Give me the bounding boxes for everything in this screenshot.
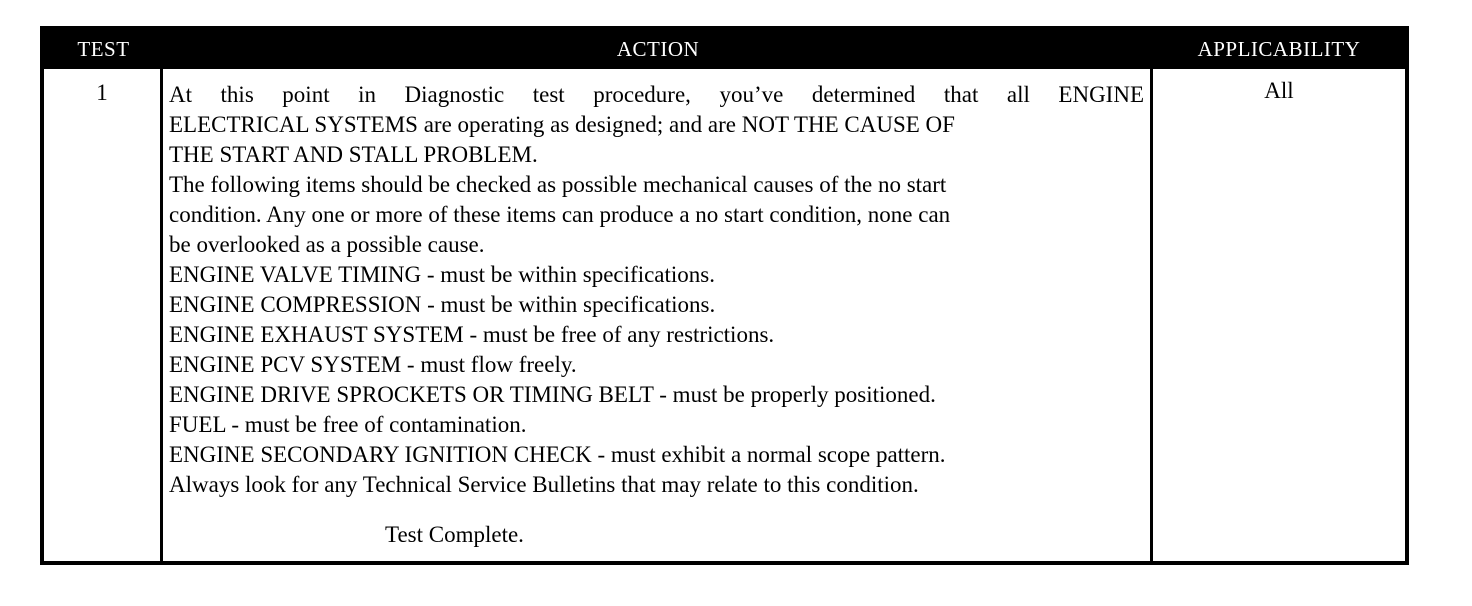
- action-line: At this point in Diagnostic test procedure, you’ve determined that all ENGINE: [169, 82, 1144, 107]
- action-line: THE START AND STALL PROBLEM.: [169, 142, 538, 167]
- action-line: ENGINE VALVE TIMING - must be within specifications.: [169, 262, 715, 287]
- action-line: The following items should be checked as possible mechanical causes of the no start: [169, 172, 947, 197]
- header-action: ACTION: [616, 37, 700, 61]
- test-complete-label: Test Complete.: [385, 522, 524, 547]
- header-applicability: APPLICABILITY: [1197, 37, 1361, 61]
- action-line: Always look for any Technical Service Bulletins that may relate to this condition.: [169, 472, 919, 497]
- applicability-value: All: [1264, 78, 1294, 103]
- action-line: ENGINE PCV SYSTEM - must flow freely.: [169, 352, 577, 377]
- diagnostic-table: [40, 26, 1409, 565]
- table-header-row: [44, 30, 1405, 69]
- test-number: 1: [44, 69, 163, 561]
- action-line: FUEL - must be free of contamination.: [169, 412, 527, 437]
- header-test: TEST: [77, 37, 130, 61]
- action-line: ENGINE DRIVE SPROCKETS OR TIMING BELT - must be properly positioned.: [169, 382, 936, 407]
- action-line: be overlooked as a possible cause.: [169, 232, 485, 257]
- table-row: [44, 69, 1405, 561]
- action-text: [163, 69, 1153, 561]
- action-line: ENGINE COMPRESSION - must be within specifications.: [169, 292, 716, 317]
- action-line: ENGINE EXHAUST SYSTEM - must be free of any restrictions.: [169, 322, 775, 347]
- action-line: condition. Any one or more of these items can produce a no start condition, none can: [169, 202, 951, 227]
- action-line: ENGINE SECONDARY IGNITION CHECK - must exhibit a normal scope pattern.: [169, 442, 946, 467]
- action-line: ELECTRICAL SYSTEMS are operating as designed; and are NOT THE CAUSE OF: [169, 112, 955, 137]
